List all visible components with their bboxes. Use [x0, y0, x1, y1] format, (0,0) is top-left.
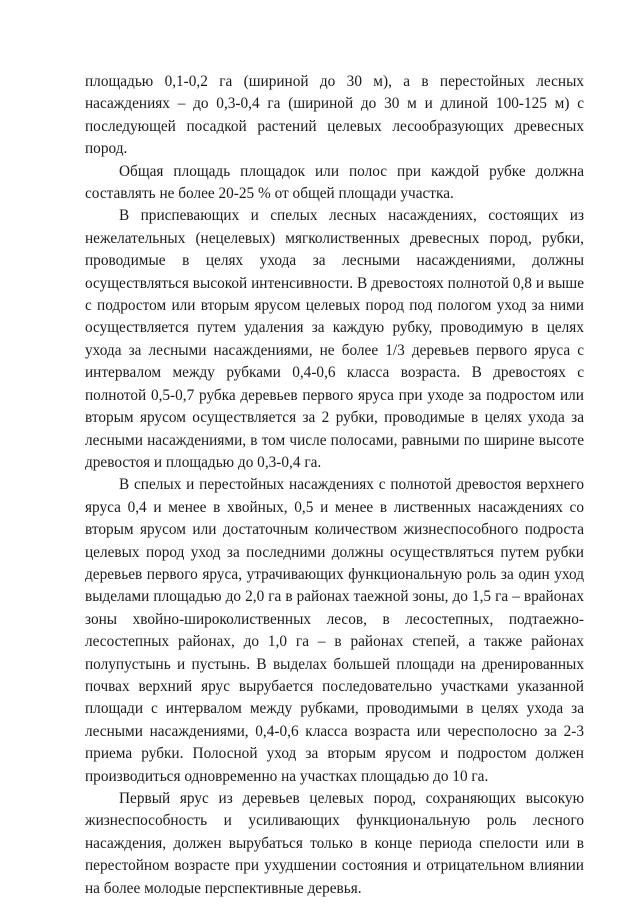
paragraph-maturing-stands: В приспевающих и спелых лесных насаждениях, состоящих из нежелательных (нецелевых) мягколиственных древесных пород, рубки, проводимые в целях ухода за лесными насаждениями, должны осуществляться высокой интенсивности. В древостоях полнотой 0,8 и выше с подростом или вторым ярусом целевых пород под пологом уход за ними осуществляется путем удаления за каждую рубку, проводимую в целях ухода за лесными насаждениями, не более 1/3 деревьев первого яруса с интервалом между рубками 0,4-0,6 класса возраста. В древостоях с полнотой 0,5-0,7 рубка деревьев первого яруса при уходе за подростом или вторым ярусом осуществляется за 2 рубки, проводимые в целях ухода за лесными насаждениями, в том числе полосами, равными по ширине высоте древостоя и площадью до 0,3-0,4 га.	[85, 207, 584, 471]
document-body	[85, 71, 584, 900]
paragraph-first-tier: Первый ярус из деревьев целевых пород, сохраняющих высокую жизнеспособность и усиливающих функциональную роль лесного насаждения, должен вырубаться только в конце периода спелости или в перестойном возрасте при ухудшении состояния и отрицательном влиянии на более молодые перспективные деревья.	[85, 790, 584, 897]
paragraph-overmature-stands: В спелых и перестойных насаждениях с полнотой древостоя верхнего яруса 0,4 и менее в хвойных, 0,5 и менее в лиственных насаждениях со вторым ярусом или достаточным количеством жизнеспособного подроста целевых пород уход за последними должны осуществляться путем рубки деревьев первого яруса, утрачивающих функциональную роль за один уход выделами площадью до 2,0 га в районах таежной зоны, до 1,5 га – врайонах зоны хвойно-широколиственных лесов, в лесостепных, подтаежно-лесостепных районах, до 1,0 га – в районах степей, а также районах полупустынь и пустынь. В выделах большей площади на дренированных почвах верхний ярус вырубается последовательно участками указанной площади с интервалом между рубками, проводимыми в целях ухода за лесными насаждениями, 0,4-0,6 класса возраста или чересполосно за 2-3 приема рубки. Полосной уход за вторым ярусом и подростом должен производиться одновременно на участках площадью до 10 га.	[85, 476, 584, 785]
paragraph-total-area: Общая площадь площадок или полос при каждой рубке должна составлять не более 20-25 % от общей площади участка.	[85, 162, 584, 203]
paragraph-continuation: площадью 0,1-0,2 га (шириной до 30 м), а в перестойных лесных насаждениях – до 0,3-0,4 га (шириной до 30 м и длиной 100-125 м) с последующей посадкой растений целевых лесообразующих древесных пород.	[85, 73, 584, 158]
